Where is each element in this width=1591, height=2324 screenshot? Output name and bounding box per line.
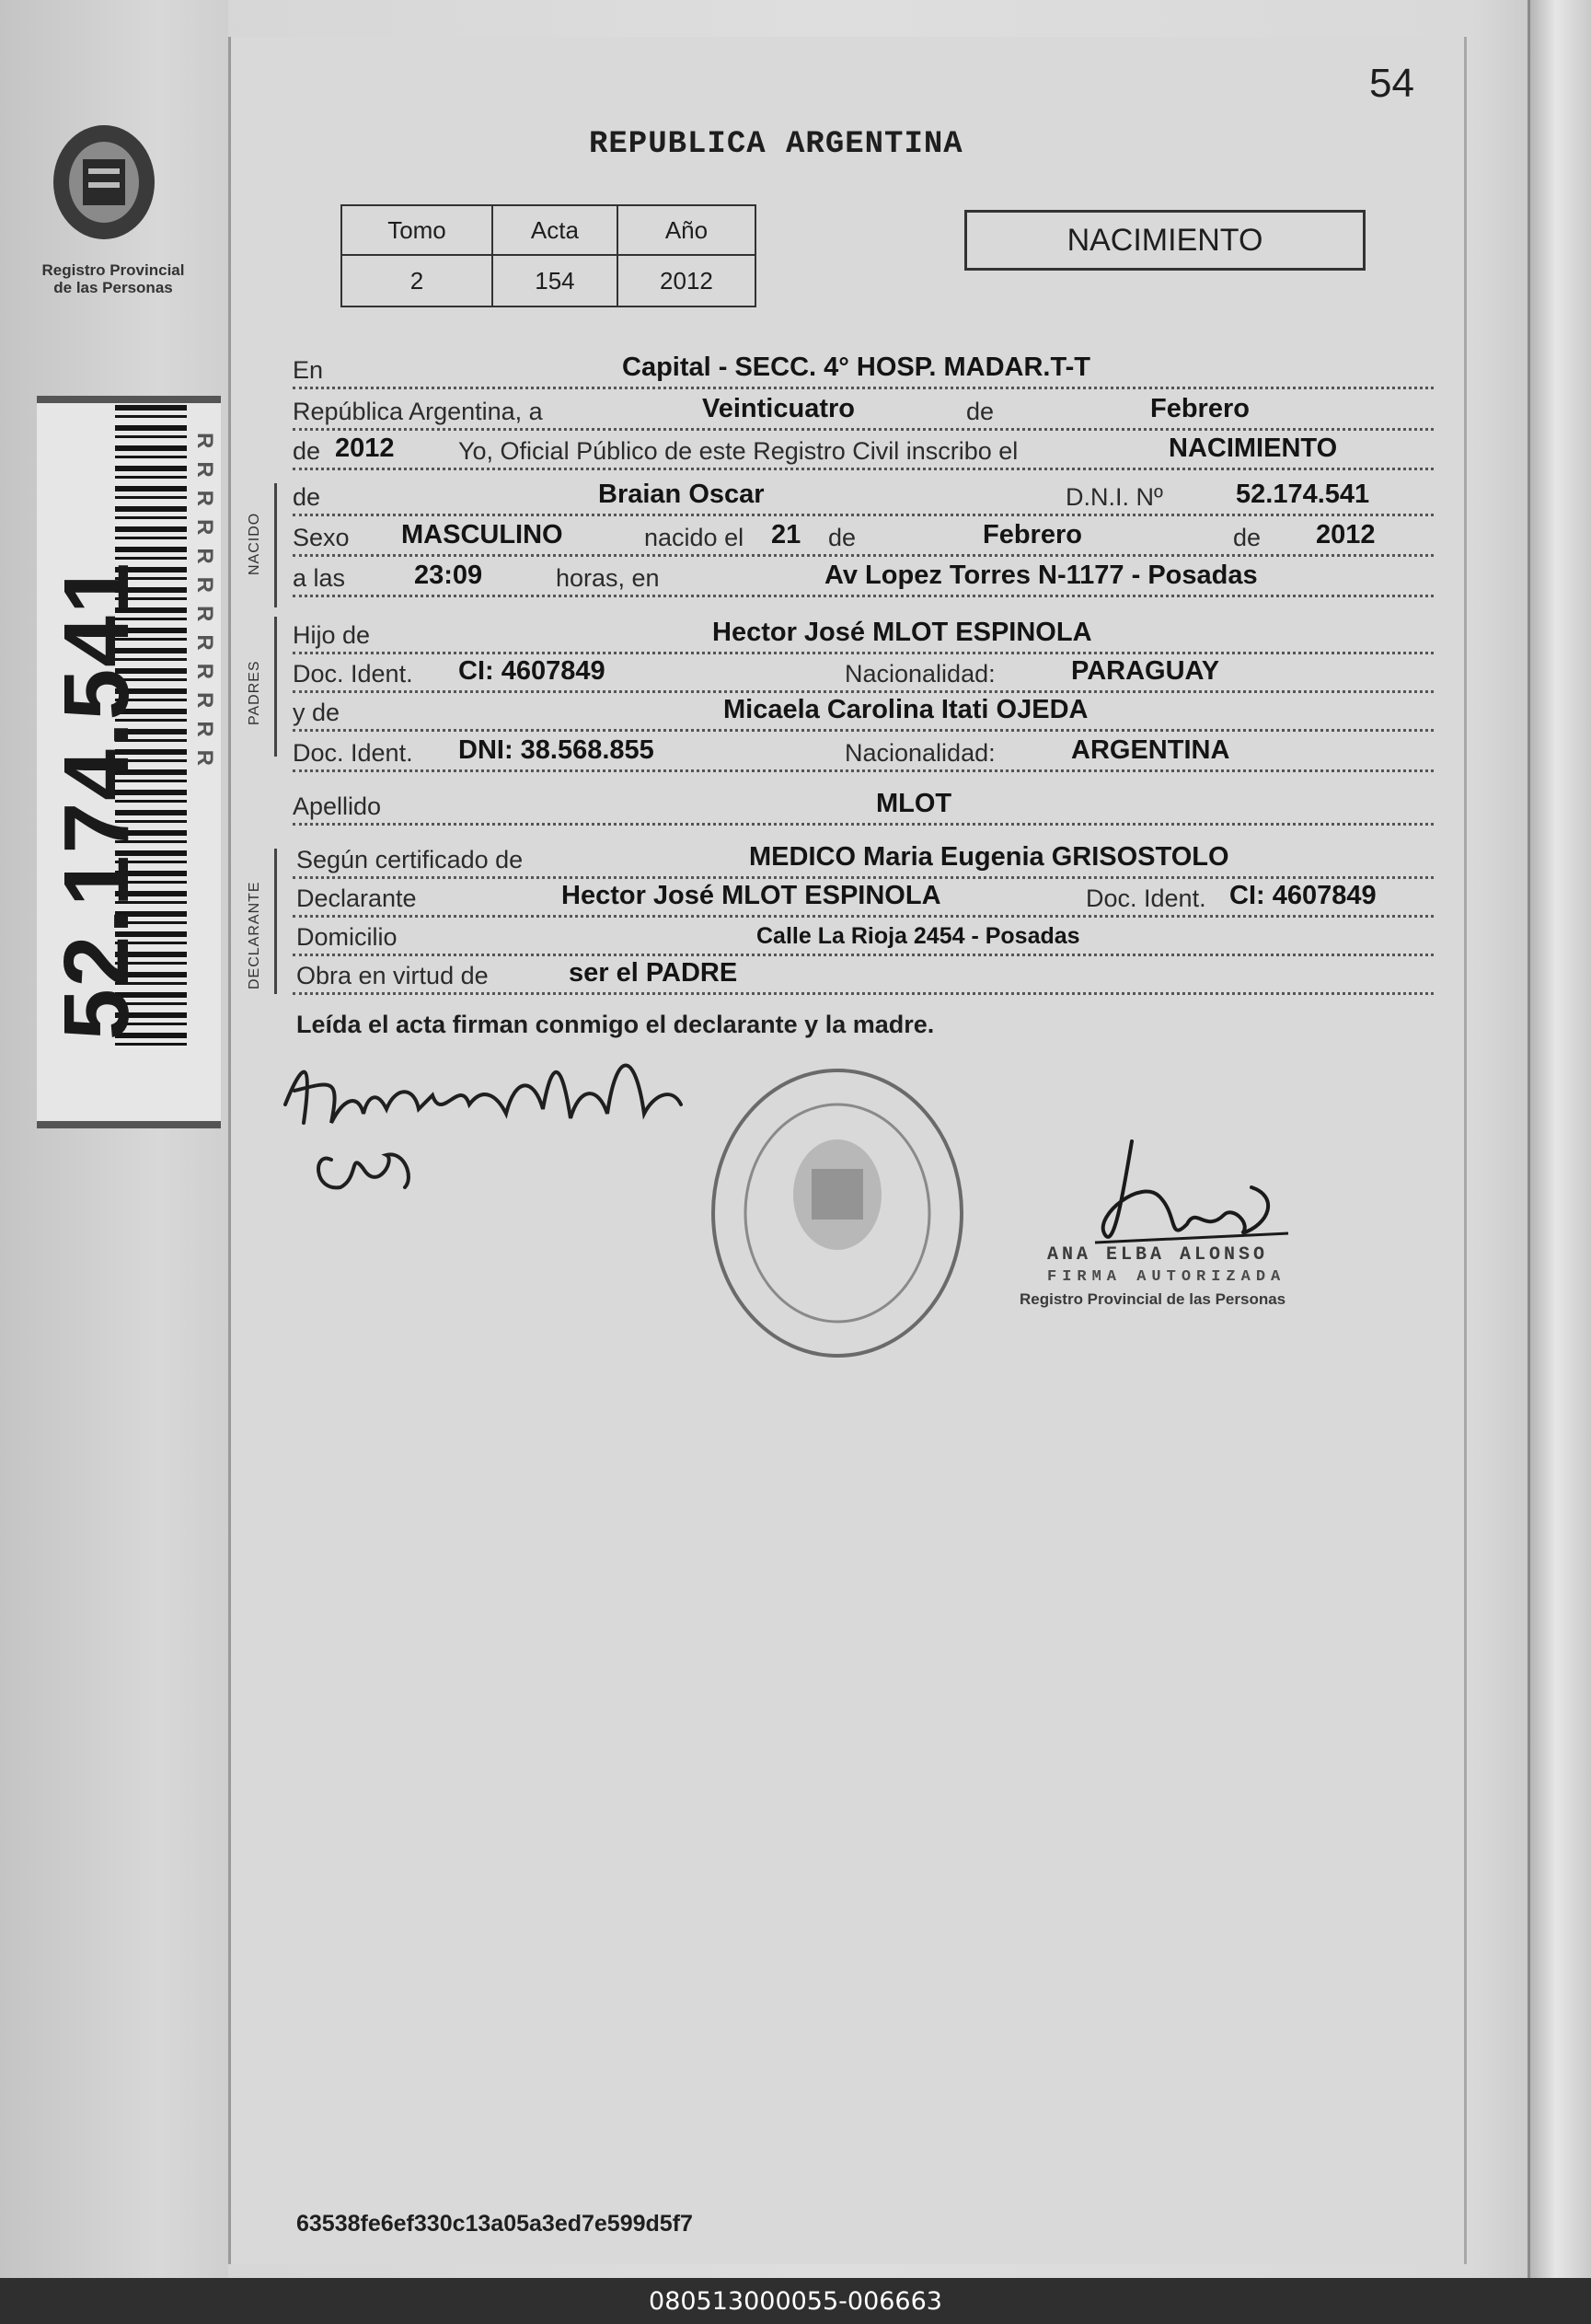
value-doc1: CI: 4607849 bbox=[458, 656, 605, 686]
line-republica bbox=[293, 391, 1434, 431]
label-nac2: Nacionalidad: bbox=[845, 739, 996, 767]
label-nacido-de: de bbox=[828, 524, 857, 551]
line-inscribo bbox=[293, 431, 1434, 470]
value-doc3: CI: 4607849 bbox=[1229, 881, 1377, 910]
tag-nacido: NACIDO bbox=[247, 512, 262, 575]
value-nacido-dia: 21 bbox=[771, 520, 801, 549]
left-binding-strip bbox=[0, 0, 228, 2278]
label-horas-en: horas, en bbox=[556, 564, 660, 592]
official-name: ANA ELBA ALONSO bbox=[1047, 1244, 1269, 1266]
line-padre bbox=[293, 615, 1434, 654]
line-domicilio bbox=[293, 917, 1434, 956]
value-nombre: Braian Oscar bbox=[598, 480, 765, 509]
line-madre bbox=[293, 692, 1434, 732]
line-doc1 bbox=[293, 653, 1434, 693]
label-de: de bbox=[966, 398, 995, 425]
value-domicilio: Calle La Rioja 2454 - Posadas bbox=[756, 923, 1080, 949]
label-inscribo: Yo, Oficial Público de este Registro Civil inscribo el bbox=[458, 437, 1019, 465]
footer-id-bar bbox=[0, 2278, 1591, 2324]
declarant-signature-icon bbox=[276, 1040, 699, 1224]
label-sexo: Sexo bbox=[293, 524, 350, 551]
label-nombre: de bbox=[293, 483, 321, 511]
line-apellido bbox=[293, 786, 1434, 826]
value-padre: Hector José MLOT ESPINOLA bbox=[712, 618, 1092, 647]
label-en: En bbox=[293, 356, 324, 384]
document-hash: 63538fe6ef330c13a05a3ed7e599d5f7 bbox=[296, 2211, 693, 2237]
value-dni: 52.174.541 bbox=[1236, 480, 1370, 509]
value-madre: Micaela Carolina Itati OJEDA bbox=[723, 695, 1089, 724]
label-nacido: nacido el bbox=[644, 524, 744, 551]
label-certificado: Según certificado de bbox=[296, 846, 524, 873]
registry-table bbox=[340, 204, 756, 307]
provincial-seal-icon bbox=[44, 118, 164, 247]
value-nacido-mes: Febrero bbox=[983, 520, 1082, 549]
value-lugar: Av Lopez Torres N-1177 - Posadas bbox=[824, 561, 1258, 590]
document-type-box: NACIMIENTO bbox=[964, 210, 1366, 271]
official-signature-icon bbox=[1067, 1123, 1307, 1261]
registry-seal-icon bbox=[699, 1057, 975, 1370]
page-number: 54 bbox=[1369, 61, 1414, 106]
table-cell: 154 bbox=[492, 255, 617, 306]
value-dia: Veinticuatro bbox=[702, 394, 855, 423]
line-certificado bbox=[293, 839, 1434, 879]
tag-padres: PADRES bbox=[247, 660, 262, 725]
country-title: REPUBLICA ARGENTINA bbox=[589, 127, 963, 162]
declarante-bracket bbox=[274, 849, 277, 994]
value-hora: 23:09 bbox=[414, 561, 483, 590]
official-role: FIRMA AUTORIZADA bbox=[1047, 1268, 1286, 1286]
logo-caption: Registro Provincial de las Personas bbox=[41, 261, 185, 296]
right-page-edge bbox=[1528, 0, 1591, 2278]
table-header: Acta bbox=[492, 205, 617, 255]
label-republica: República Argentina, a bbox=[293, 398, 543, 425]
footer-id: 080513000055-006663 bbox=[649, 2286, 942, 2316]
line-sexo bbox=[293, 517, 1434, 557]
value-obra: ser el PADRE bbox=[569, 958, 738, 988]
value-nac2: ARGENTINA bbox=[1071, 735, 1230, 765]
value-apellido: MLOT bbox=[876, 789, 952, 818]
nacido-bracket bbox=[274, 483, 277, 607]
value-mes: Febrero bbox=[1150, 394, 1250, 423]
line-declarante bbox=[293, 878, 1434, 918]
label-domicilio: Domicilio bbox=[296, 923, 398, 951]
sticker-pattern: RRRRRRRRRRRR bbox=[192, 433, 217, 779]
padres-bracket bbox=[274, 617, 277, 757]
label-declarante: Declarante bbox=[296, 885, 417, 912]
value-inscribo: NACIMIENTO bbox=[1169, 434, 1338, 463]
label-apellido: Apellido bbox=[293, 792, 382, 820]
value-nacido-anio: 2012 bbox=[1316, 520, 1376, 549]
label-doc1: Doc. Ident. bbox=[293, 660, 413, 688]
value-anio: 2012 bbox=[335, 434, 395, 463]
tag-declarante: DECLARANTE bbox=[247, 881, 262, 989]
official-office: Registro Provincial de las Personas bbox=[1020, 1290, 1286, 1308]
table-header: Tomo bbox=[341, 205, 492, 255]
line-doc2 bbox=[293, 733, 1434, 772]
value-sexo: MASCULINO bbox=[401, 520, 563, 549]
value-certificado: MEDICO Maria Eugenia GRISOSTOLO bbox=[749, 842, 1229, 872]
table-cell: 2 bbox=[341, 255, 492, 306]
value-doc2: DNI: 38.568.855 bbox=[458, 735, 654, 765]
vertical-id-number: 52.174.541 bbox=[45, 561, 148, 1040]
table-cell: 2012 bbox=[617, 255, 755, 306]
label-doc2: Doc. Ident. bbox=[293, 739, 413, 767]
label-nacido-de2: de bbox=[1233, 524, 1262, 551]
table-header: Año bbox=[617, 205, 755, 255]
value-nac1: PARAGUAY bbox=[1071, 656, 1220, 686]
label-dni: D.N.I. Nº bbox=[1066, 483, 1163, 511]
label-hora: a las bbox=[293, 564, 346, 592]
closing-statement: Leída el acta firman conmigo el declarante y la madre. bbox=[296, 1011, 935, 1038]
line-en bbox=[293, 350, 1434, 389]
line-nombre bbox=[293, 477, 1434, 516]
label-obra: Obra en virtud de bbox=[296, 962, 489, 989]
value-en: Capital - SECC. 4° HOSP. MADAR.T-T bbox=[622, 353, 1090, 382]
label-doc3: Doc. Ident. bbox=[1086, 885, 1206, 912]
label-hijo: Hijo de bbox=[293, 621, 371, 649]
line-hora bbox=[293, 558, 1434, 597]
line-obra bbox=[293, 955, 1434, 995]
label-de2: de bbox=[293, 437, 321, 465]
label-yde: y de bbox=[293, 699, 340, 726]
label-nac1: Nacionalidad: bbox=[845, 660, 996, 688]
value-declarante: Hector José MLOT ESPINOLA bbox=[561, 881, 941, 910]
